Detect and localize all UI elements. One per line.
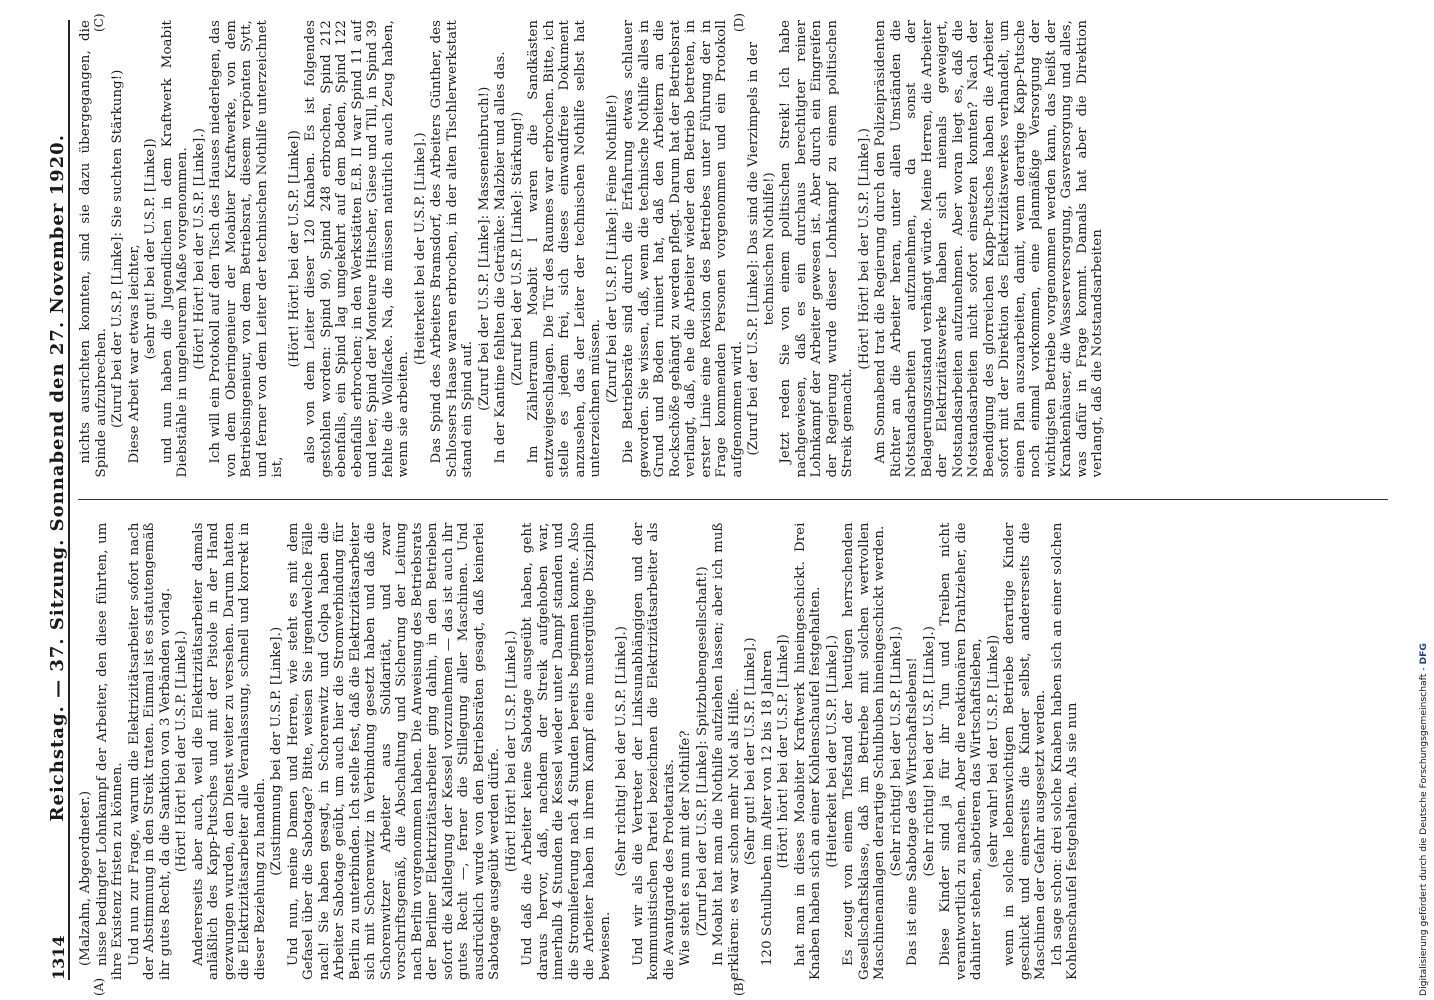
margin-marker-c: (C)	[92, 13, 106, 32]
paragraph: Diese Arbeit war etwas leichter,	[126, 244, 142, 464]
paragraph: 120 Schulbuben im Alter von 12 bis 18 Jahren	[759, 650, 775, 966]
margin-marker-b: (B)	[732, 977, 746, 996]
paragraph: Das ist eine Sabotage des Wirtschaftslebens!	[905, 657, 920, 966]
page-number: 1314	[49, 935, 68, 980]
interjection: (Zuruf bei der U.S.P. [Linke]: Masseneinbruch!)	[476, 86, 492, 411]
interjection: (Zuruf bei der U.S.P. [Linke]: Das sind die Vierzimpels in der technischen Nothilfe!)	[746, 41, 777, 456]
interjection: (Zuruf bei der U.S.P. [Linke]: Sie suchten Stärkung!)	[110, 69, 125, 428]
paragraph: Das Spind des Arbeiters Bramsdorf, des Arbeiters Günther, des Schlossers Haase waren erbrochen, in der alten Tischlerwerkstatt stand ein Spind auf.	[429, 20, 475, 478]
dfg-logo: DFG	[1418, 643, 1429, 665]
interjection: (Zuruf bei der U.S.P. [Linke]: Feine Nothilfe!)	[604, 94, 620, 404]
paragraph: Und wir als die Vertreter der Linksunabhängigen und der kommunistischen Partei bezeichnen die Elektrizitätsarbeiter als die Avantgarde des Proletariats.	[630, 522, 677, 980]
interjection: (sehr gut! bei der U.S.P. [Linke])	[143, 138, 158, 360]
dfg-credit-text: Digitalisierung gefördert durch die Deutsche Forschungsgemeinschaft -	[1418, 664, 1429, 996]
margin-marker-a: (A)	[92, 977, 106, 996]
column-divider	[78, 500, 1388, 501]
text-columns	[78, 20, 1388, 980]
paragraph: Ich sage schon: drei solche Knaben haben sich an einer solchen Kohlenschaufel festgehalten. Als sie nun	[1049, 522, 1080, 980]
interjection: (Sehr gut! bei der U.S.P. [Linke].)	[743, 637, 758, 866]
interjection: (Zuruf bei der U.S.P. [Linke]: Spitzbubengesellschaft!)	[694, 566, 710, 937]
paragraph: Diese Kinder sind ja für ihr Tun und Treiben nicht verantwortlich zu machen. Aber die reaktionären Drahtzieher, die dahinter stehen, sabotieren das Wirtschaftsleben,	[938, 522, 984, 980]
page-title: Reichstag. — 37. Sitzung. Sonnabend den 27. November 1920.	[47, 134, 68, 822]
paragraph: Im Zählerraum Moabit I waren die Sandkästen entzweigeschlagen. Die Tür des Raumes war erbrochen. Bitte, ich stelle es jedem frei, sich dieses einwandfreie Dokument anzusehen, das der Leiter der technischen Nothilfe selbst hat unterzeichnen müssen.	[526, 20, 603, 478]
interjection: (Zustimmung bei der U.S.P. [Linke].)	[269, 626, 284, 876]
paragraph: nichts ausrichten konnten, sind sie dazu übergegangen, die Spinde aufzubrechen.	[78, 20, 109, 478]
paragraph: In der Kantine fehlten die Getränke: Malzbier und alles das.	[493, 51, 508, 464]
dfg-sidebar	[1412, 6, 1432, 996]
interjection: (Heiterkeit bei der U.S.P. [Linke].)	[824, 634, 840, 868]
paragraph: (Malzahn, Abgeordneter.)	[78, 790, 93, 966]
paragraph: wenn in solche lebenswichtigen Betriebe derartige Kinder geschickt und einerseits die Kinder selbst, andererseits die Maschinen der Gefahr ausgesetzt werden.	[1002, 522, 1048, 980]
interjection: (Sehr richtig! bei der U.S.P. [Linke].)	[921, 626, 937, 877]
paragraph: nisse bedingter Lohnkampf der Arbeiter, den diese führten, um ihre Existenz fristen zu können.	[94, 522, 125, 980]
interjection: (Heiterkeit bei der U.S.P. [Linke].)	[412, 132, 428, 366]
paragraph: also von dem Leiter dieser 120 Knaben. Es ist folgendes gestohlen worden: Spind 90, Spind 248 erbrochen, Spind 212 ebenfalls, ein Spind lag umgekehrt auf dem Boden, Spind 122 ebenfalls erbrochen; in den Werkstätten E.B. II war Spind 11 auf und leer, Spind der Monteure Hitscher, Giese und Till, in Spind 39 fehlte die Wollfacke. Na, die müssen natürlich auch Zeug haben, wenn sie arbeiten.	[303, 20, 411, 478]
interjection: (Hört! Hört! bei der U.S.P. [Linke].)	[191, 127, 207, 370]
interjection: (Sehr richtig! bei der U.S.P. [Linke].)	[614, 626, 629, 877]
right-column	[78, 20, 1388, 478]
paragraph: Die Betriebsräte sind durch die Erfahrung etwas schlauer geworden. Sie wissen, daß, wenn die technische Nothilfe alles in Grund und Boden ruiniert hat, daß den Arbeitern an die Rockschöße gehängt zu werden pflegt. Darum hat der Betriebsrat verlangt, daß, ehe die Arbeiter wieder den Betrieb betreten, in erster Linie eine Revision des Betriebes unter Führung der in Frage kommenden Personen vorgenommen und ein Protokoll aufgenommen wird.	[621, 20, 745, 478]
paragraph: Jetzt reden Sie von einem politischen Streik! Ich habe nachgewiesen, daß es ein durchaus berechtigter reiner Lohnkampf der Arbeiter gewesen ist. Aber durch ein Eingreifen der Regierung wurde dieser Lohnkampf zu einem politischen Streik gemacht.	[778, 20, 855, 478]
left-column	[78, 523, 1388, 981]
paragraph: Und nun zur Frage, warum die Elektrizitätsarbeiter sofort nach der Abstimmung in den Streik traten. Einmal ist es statutengemäß ihr gutes Recht, da die Sanktion von 3 Verbänden vorlag.	[126, 522, 173, 980]
paragraph: Und nun, meine Damen und Herren, wie steht es mit dem Gefasel über die Sabotage? Bitte, weisen Sie irgendwelche Fälle nach! Sie haben gesagt, in Schorenwitz und Golpa haben die Arbeiter Sabotage geübt, um auch hier die Stromverbindung für Berlin zu unterbinden. Ich stelle fest, daß die Elektrizitätsarbeiter sich mit Schorenwitz in Verbindung gesetzt haben und daß die Schorenwitzer Arbeiter aus Solidarität, und zwar vorschriftsgemäß, die Abschaltung und Sicherung der Leitung nach Berlin vorgenommen haben. Die Anweisung des Betriebsrats der Berliner Elektrizitätsarbeiter ging dahin, in den Betrieben sofort die Kaltlegung der Kessel vorzunehmen — das ist auch ihr gutes Recht —, ferner die Stillegung aller Maschinen. Und ausdrücklich wurde von den Betriebsräten gesagt, daß keinerlei Sabotage ausgeübt werden dürfe.	[285, 522, 502, 980]
paragraph: Es zeugt von einem Tiefstand der heutigen herrschenden Gesellschaftsklasse, daß im Betriebe mit solchen wertvollen Maschinenanlagen derartige Schulbuben hineingeschickt werden.	[841, 522, 887, 980]
dfg-credit	[1414, 6, 1434, 996]
interjection: (Hört! Hört! bei der U.S.P. [Linke].)	[856, 127, 872, 370]
interjection: (Hört! Hört! bei der U.S.P. [Linke])	[286, 130, 302, 368]
page-header	[44, 20, 70, 980]
paragraph: In Moabit hat man die Nothilfe aufziehen lassen; aber ich muß erklären: es war schon mehr Not als Hilfe.	[711, 522, 742, 980]
margin-marker-d: (D)	[732, 13, 746, 32]
interjection: (sehr wahr! bei der U.S.P. [Linke])	[985, 634, 1001, 868]
interjection: (Hört! hört! bei der U.S.P. [Linke])	[776, 634, 791, 869]
paragraph: Andererseits aber auch, weil die Elektrizitätsarbeiter damals anläßlich des Kapp-Putsches und mit der Pistole in der Hand gezwungen wurden, den Dienst weiter zu versehen. Darum hatten die Elektrizitätsarbeiter alle Veranlassung, schnell und korrekt in dieser Beziehung zu handeln.	[190, 522, 268, 980]
interjection: (Hört! Hört! bei der U.S.P. [Linke].)	[174, 630, 189, 873]
paragraph: Und daß die Arbeiter keine Sabotage ausgeübt haben, geht daraus hervor, daß, nachdem der Streik aufgehoben war, innerhalb 4 Stunden die Kessel wieder unter Dampf standen und die Stromlieferung nach 4 Stunden bereits beginnen konnte. Also die Arbeiter haben in ihrem Kampf eine mustergültige Disziplin bewiesen.	[520, 522, 613, 980]
interjection: (Zuruf bei der U.S.P. [Linke]: Stärkung!)	[509, 111, 525, 386]
interjection: (Hört! Hört! bei der U.S.P. [Linke].)	[503, 630, 519, 873]
paragraph: Ich will ein Protokoll auf den Tisch des Hauses niederlegen, das von dem Oberingenieur der Moabiter Kraftwerke, von dem Betriebsingenieur, von dem Betriebsrat, diesem verpönten Sytt, und ferner von dem Leiter der technischen Nothilfe unterzeichnet ist,	[208, 20, 285, 478]
paragraph: Wie steht es nun mit der Nothilfe?	[678, 730, 693, 966]
paragraph: hat man in dieses Moabiter Kraftwerk hineingeschickt. Drei Knaben haben sich an einer Kohlenschaufel festgehalten.	[792, 522, 823, 980]
paragraph: und nun haben die Jugendlichen in dem Kraftwerk Moabit Diebstähle in ungeheurem Maße vorgenommen.	[159, 20, 190, 478]
paragraph: Am Sonnabend trat die Regierung durch den Polizeipräsidenten Richter an die Arbeiter heran, unter allen Umständen die Notstandsarbeiten aufzunehmen, da sonst der Belagerungszustand verhängt würde. Meine Herren, die Arbeiter der Elektrizitätswerke haben sich niemals geweigert, Notstandsarbeiten aufzunehmen. Aber woran liegt es, daß die Notstandsarbeiten nicht sofort einsetzen konnten? Nach der Beendigung des glorreichen Kapp-Putsches haben die Arbeiter sofort mit der Direktion des Elektrizitätswerkes verhandelt, um einen Plan auszuarbeiten, damit, wenn derartige Kapp-Putsche noch einmal vorkommen, eine planmäßige Versorgung der wichtigsten Betriebe vorgenommen werden kann, das heißt der Krankenhäuser, die Wasserversorgung, Gasversorgung und alles, was dafür in Frage kommt. Damals hat aber die Direktion verlangt, daß die Notstandsarbeiten	[873, 20, 1105, 478]
interjection: (Sehr richtig! bei der U.S.P. [Linke].)	[888, 626, 904, 877]
